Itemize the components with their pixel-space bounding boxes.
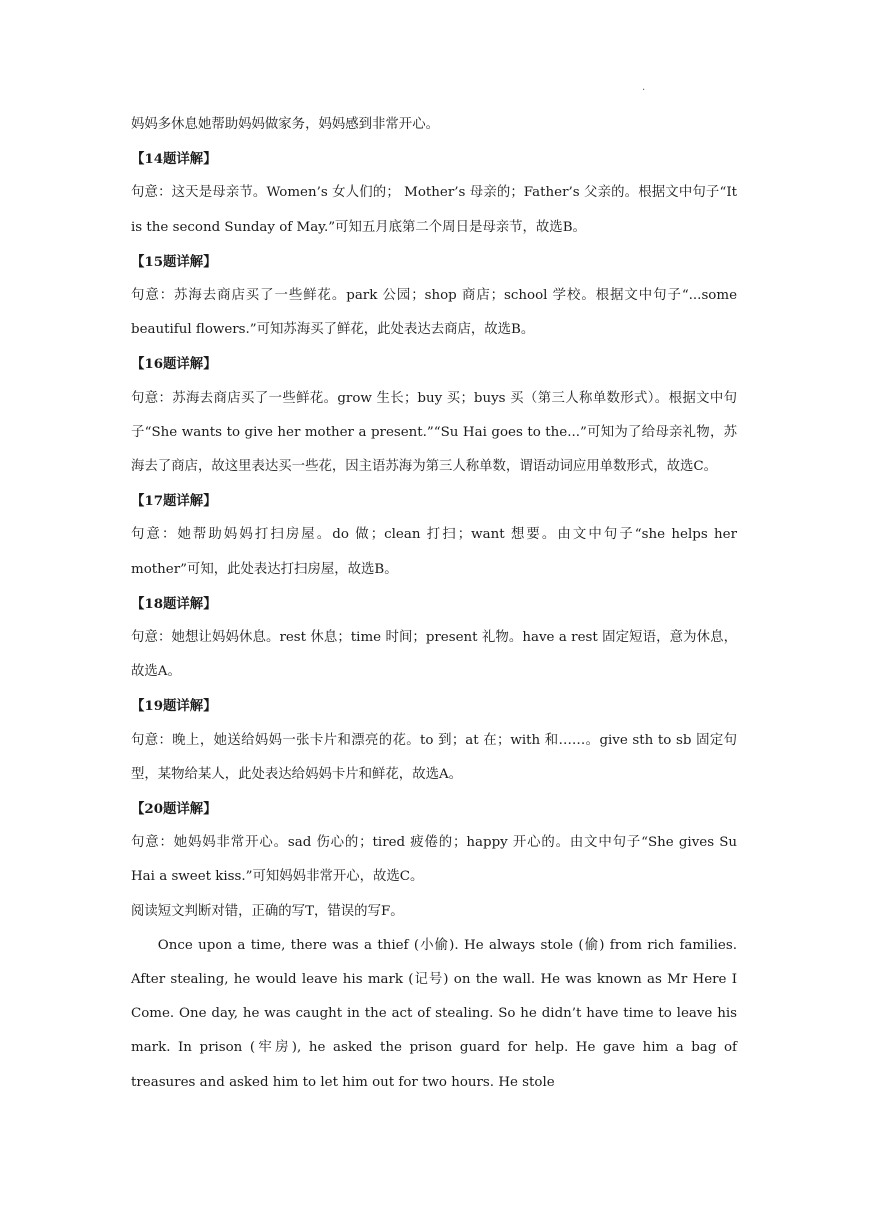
heading-q17: 【17题详解】 bbox=[131, 493, 217, 510]
section-instruction: 阅读短文判断对错，正确的写T，错误的写F。 bbox=[131, 903, 404, 919]
document-content bbox=[131, 108, 737, 1100]
explanation-q19: 句意：晚上，她送给妈妈一张卡片和漂亮的花。to 到；at 在；with 和……。give sth to sb 固定句型，某物给某人，此处表达给妈妈卡片和鲜花，故选A。 bbox=[131, 732, 737, 782]
heading-q19: 【19题详解】 bbox=[131, 698, 217, 715]
heading-q15: 【15题详解】 bbox=[131, 253, 217, 270]
explanation-q20: 句意：她妈妈非常开心。sad 伤心的；tired 疲倦的；happy 开心的。由文中句子“She gives Su Hai a sweet kiss.”可知妈妈非常开心，故选C。 bbox=[131, 835, 737, 885]
reading-passage: Once upon a time, there was a thief (小偷). He always stole (偷) from rich families. After stealing, he would leave his mark (记号) on the wall. He was known as Mr Here I Come. One day, he was caught in the act of stealing. So he didn’t have time to leave his mark. In prison (牢房), he asked the prison guard for help. He gave him a bag of treasures and asked him to let him out for two hours. He stole bbox=[131, 937, 737, 1090]
explanation-q17: 句意：她帮助妈妈打扫房屋。do 做；clean 打扫；want 想要。由文中句子“she helps her mother”可知，此处表达打扫房屋，故选B。 bbox=[131, 527, 737, 577]
heading-q20: 【20题详解】 bbox=[131, 801, 217, 818]
heading-q14: 【14题详解】 bbox=[131, 151, 217, 168]
explanation-q15: 句意：苏海去商店买了一些鲜花。park 公园；shop 商店；school 学校。根据文中句子“...some beautiful flowers.”可知苏海买了鲜花，此处表达去商店，故选B。 bbox=[131, 288, 737, 338]
explanation-q18: 句意：她想让妈妈休息。rest 休息；time 时间；present 礼物。have a rest 固定短语，意为休息，故选A。 bbox=[131, 630, 737, 680]
explanation-q16: 句意：苏海去商店买了一些鲜花。grow 生长；buy 买；buys 买（第三人称单数形式）。根据文中句子“She wants to give her mother a present.”“Su Hai goes to the...”可知为了给母亲礼物，苏海去了商店，故这里表达买一些花，因主语苏海为第三人称单数，谓语动词应用单数形式，故选C。 bbox=[131, 390, 737, 475]
page-mark: . bbox=[642, 82, 646, 93]
paragraph-intro: 妈妈多休息她帮助妈妈做家务，妈妈感到非常开心。 bbox=[131, 117, 439, 132]
explanation-q14: 句意：这天是母亲节。Women’s 女人们的； Mother’s 母亲的；Father’s 父亲的。根据文中句子“It is the second Sunday of May.”可知五月底第二个周日是母亲节，故选B。 bbox=[131, 185, 737, 235]
heading-q16: 【16题详解】 bbox=[131, 356, 217, 373]
heading-q18: 【18题详解】 bbox=[131, 595, 217, 612]
